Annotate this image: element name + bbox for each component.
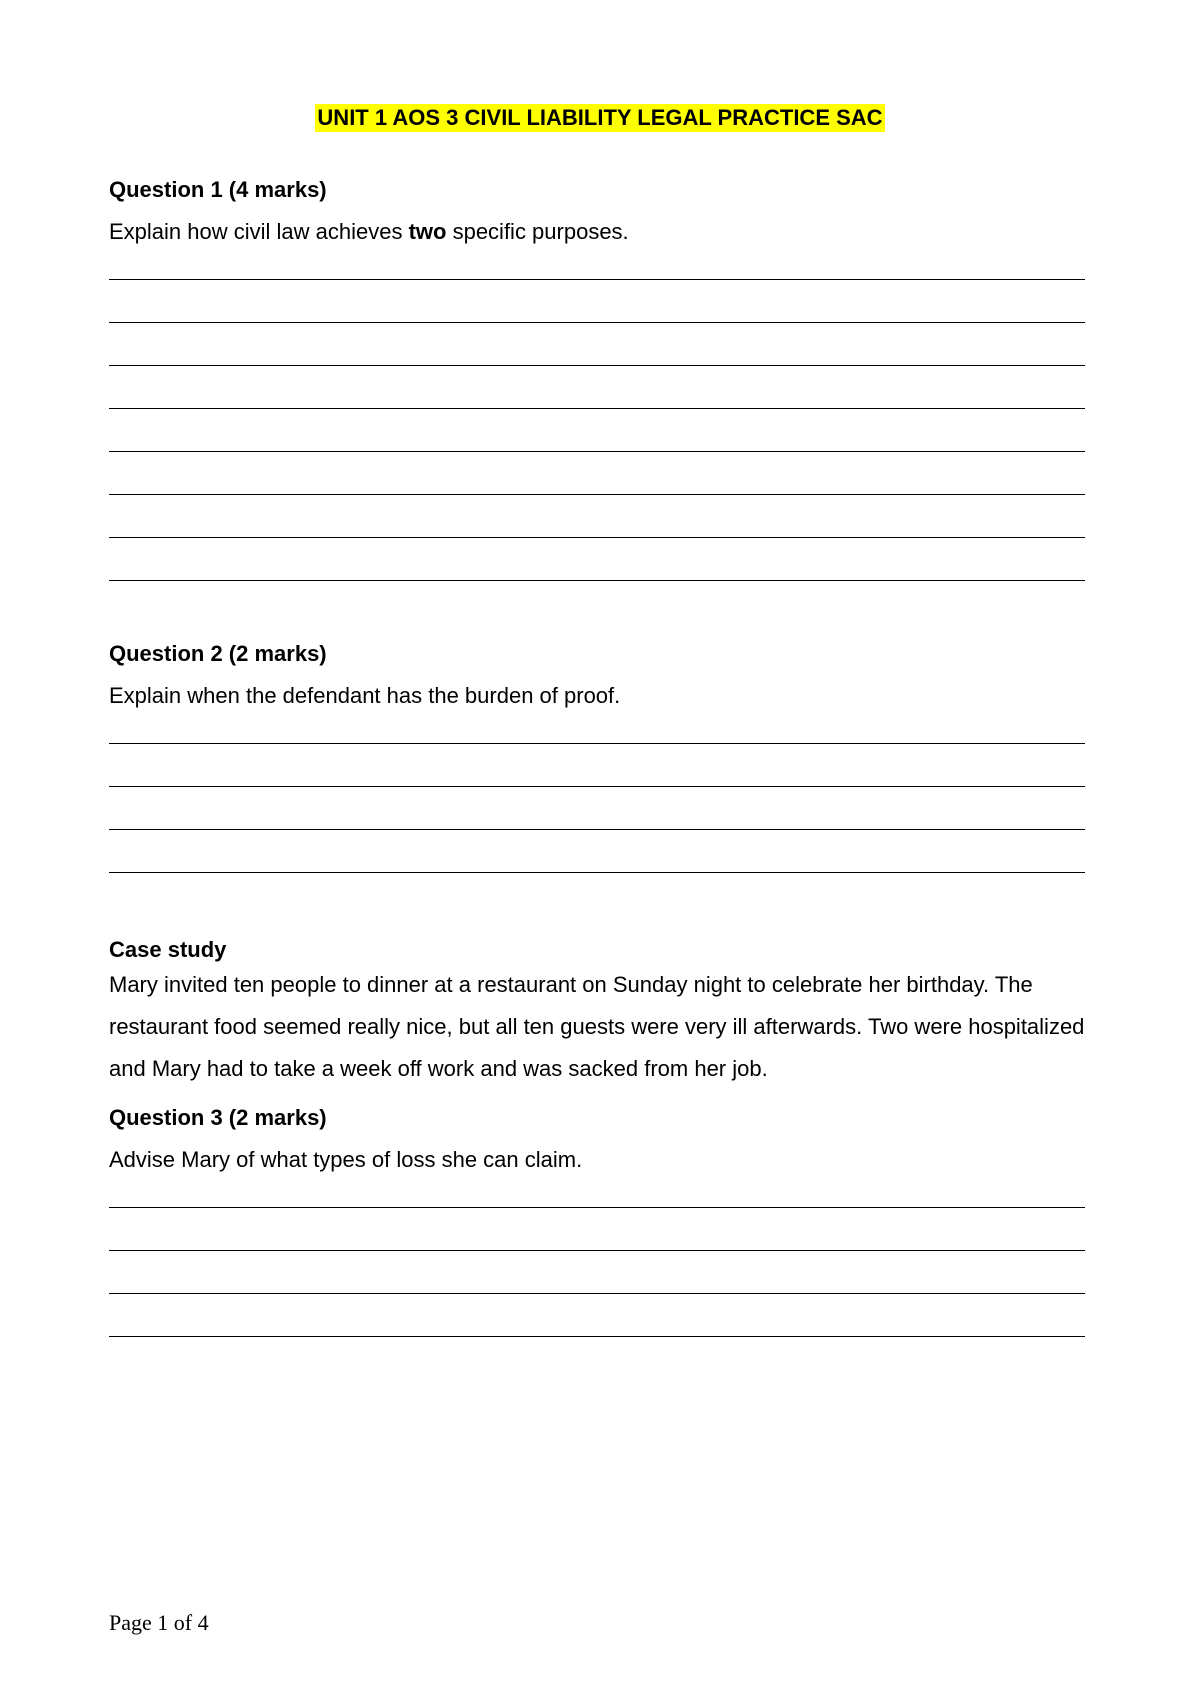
case-study-text: Mary invited ten people to dinner at a restaurant on Sunday night to celebrate her birthday. The restaurant food seemed really nice, but all ten guests were very ill afterwards. Two were hospitalized and Mary had to take a week off work and was sacked from her job.	[109, 972, 1085, 1081]
case-study-section	[109, 936, 1085, 1090]
answer-line[interactable]	[109, 294, 1085, 337]
answer-line[interactable]	[109, 509, 1085, 552]
question-2-text: Explain when the defendant has the burden of proof.	[109, 683, 621, 708]
question-1-text	[109, 218, 1085, 246]
question-2-section	[109, 640, 1085, 887]
answer-line[interactable]	[109, 844, 1085, 887]
question-1-heading: Question 1 (4 marks)	[109, 177, 327, 202]
document-title: UNIT 1 AOS 3 CIVIL LIABILITY LEGAL PRACTICE SAC	[317, 105, 883, 130]
case-study-heading: Case study	[109, 937, 227, 962]
answer-line[interactable]	[109, 1265, 1085, 1308]
question-1-answer-lines[interactable]	[109, 251, 1085, 595]
question-1-text-before: Explain how civil law achieves	[109, 219, 409, 244]
question-3-text: Advise Mary of what types of loss she can claim.	[109, 1147, 583, 1172]
answer-line[interactable]	[109, 380, 1085, 423]
question-3-heading: Question 3 (2 marks)	[109, 1105, 327, 1130]
question-2-heading: Question 2 (2 marks)	[109, 641, 327, 666]
answer-line[interactable]	[109, 1222, 1085, 1265]
answer-line[interactable]	[109, 552, 1085, 595]
question-2-answer-lines[interactable]	[109, 715, 1085, 887]
answer-line[interactable]	[109, 466, 1085, 509]
title-container	[0, 104, 1200, 132]
page-number: Page 1 of 4	[109, 1610, 209, 1635]
answer-line[interactable]	[109, 715, 1085, 758]
answer-line[interactable]	[109, 423, 1085, 466]
question-1-text-bold: two	[408, 219, 447, 244]
answer-line[interactable]	[109, 801, 1085, 844]
question-3-answer-lines[interactable]	[109, 1179, 1085, 1351]
answer-line[interactable]	[109, 1179, 1085, 1222]
answer-line[interactable]	[109, 1308, 1085, 1351]
answer-line[interactable]	[109, 337, 1085, 380]
answer-line[interactable]	[109, 251, 1085, 294]
question-1-text-after: specific purposes.	[446, 219, 629, 244]
question-1-section	[109, 176, 1085, 595]
question-3-section	[109, 1104, 1085, 1351]
answer-line[interactable]	[109, 758, 1085, 801]
